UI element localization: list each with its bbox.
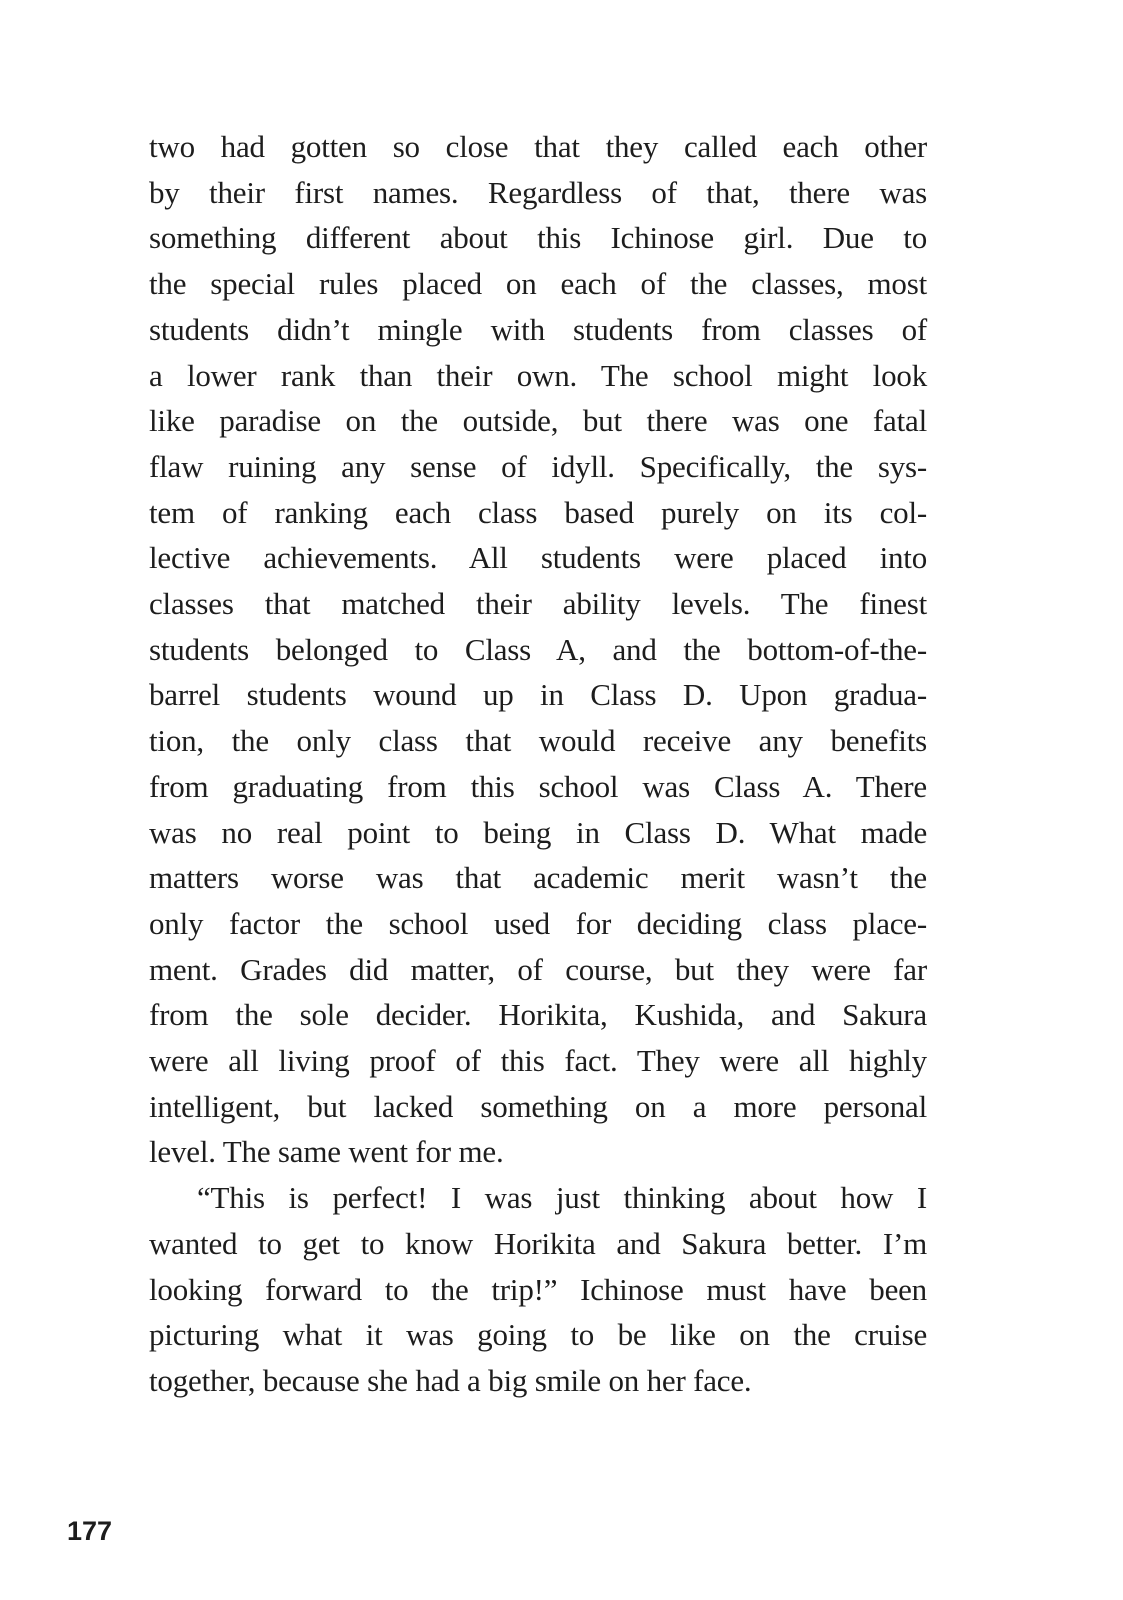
text-line: ment. Grades did matter, of course, but they were far	[149, 951, 927, 987]
text-line: was no real point to being in Class D. What made	[149, 814, 927, 850]
text-line: flaw ruining any sense of idyll. Specifically, the sys-	[149, 448, 927, 484]
text-line: were all living proof of this fact. They were all highly	[149, 1043, 927, 1079]
text-line: tem of ranking each class based purely on its col-	[149, 494, 927, 530]
text-line: matters worse was that academic merit wasn’t the	[149, 860, 927, 896]
text-line: intelligent, but lacked something on a more personal	[149, 1088, 927, 1124]
text-line: barrel students wound up in Class D. Upon gradua-	[149, 677, 927, 713]
text-line: from graduating from this school was Class A. There	[149, 768, 927, 804]
text-line: “This is perfect! I was just thinking about how I	[197, 1180, 927, 1216]
text-line: looking forward to the trip!” Ichinose must have been	[149, 1271, 927, 1307]
body-text	[149, 124, 927, 1404]
text-line: level. The same went for me.	[149, 1134, 504, 1170]
text-line: lective achievements. All students were placed into	[149, 540, 927, 576]
text-line: like paradise on the outside, but there was one fatal	[149, 403, 927, 439]
text-line: together, because she had a big smile on her face.	[149, 1362, 752, 1398]
text-line: students belonged to Class A, and the bottom-of-the-	[149, 631, 927, 667]
text-line: by their first names. Regardless of that, there was	[149, 174, 927, 210]
text-line: the special rules placed on each of the classes, most	[149, 266, 927, 302]
text-line: something different about this Ichinose girl. Due to	[149, 220, 927, 256]
text-line: two had gotten so close that they called each other	[149, 129, 927, 164]
text-line: picturing what it was going to be like on the cruise	[149, 1317, 927, 1353]
text-line: from the sole decider. Horikita, Kushida, and Sakura	[149, 997, 927, 1033]
page-number: 177	[67, 1516, 113, 1546]
text-line: tion, the only class that would receive any benefits	[149, 723, 927, 759]
text-line: classes that matched their ability levels. The finest	[149, 586, 927, 622]
text-line: students didn’t mingle with students from classes of	[149, 311, 927, 347]
text-line: wanted to get to know Horikita and Sakura better. I’m	[149, 1225, 927, 1261]
text-line: a lower rank than their own. The school might look	[149, 357, 927, 393]
text-line: only factor the school used for deciding class place-	[149, 905, 927, 941]
